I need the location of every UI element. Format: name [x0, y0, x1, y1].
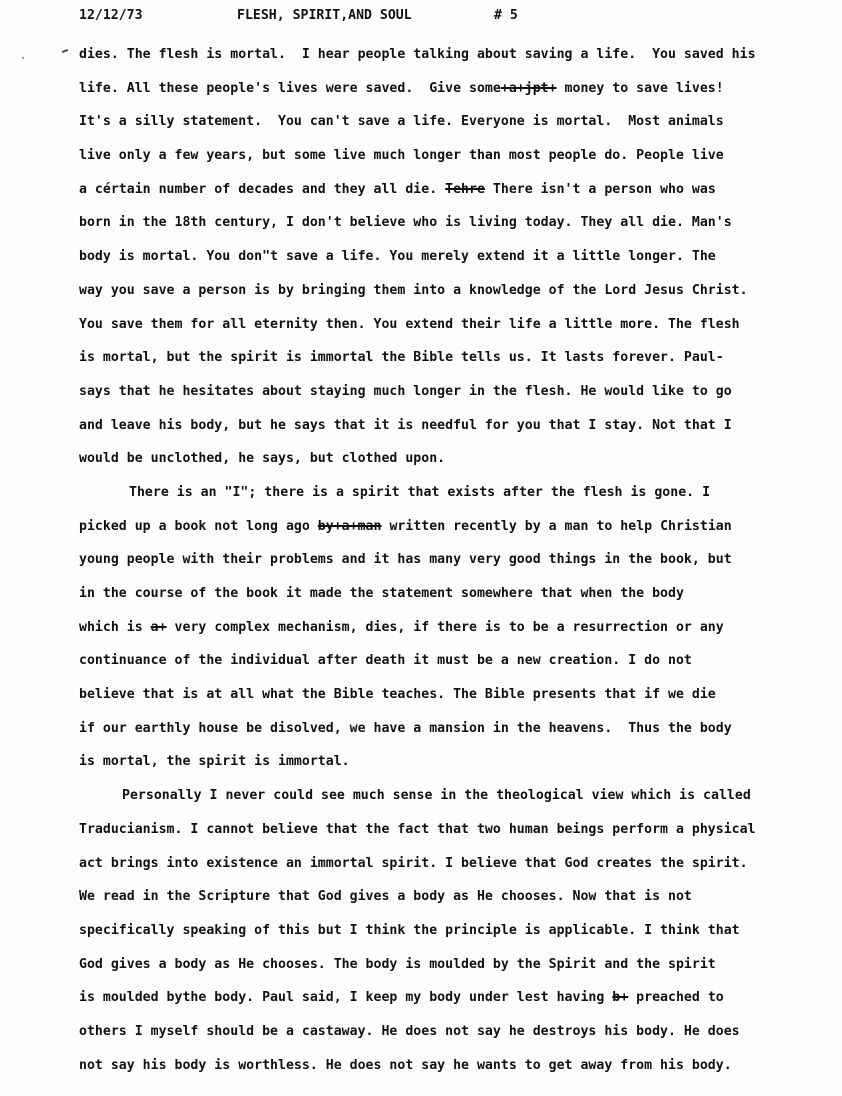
text-line [79, 1015, 809, 1049]
text-line [79, 644, 809, 678]
text-line [79, 341, 809, 375]
text-segment: says that he hesitates about staying much longer in the flesh. He would like to go [79, 383, 732, 399]
text-segment: You save them for all eternity then. You extend their life a little more. The flesh [79, 316, 740, 332]
text-line [79, 173, 809, 207]
text-segment: born in the 18th century, I don't believe who is living today. They all die. Man's [79, 215, 732, 231]
text-line [79, 240, 809, 274]
text-segment: preached to [628, 990, 724, 1006]
struck-text: by+a+man [317, 518, 382, 534]
text-segment: would be unclothed, he says, but clothed upon. [79, 451, 446, 467]
text-segment: Traducianism. I cannot believe that the fact that two human beings perform a physical [79, 821, 756, 837]
text-segment: specifically speaking of this but I think the principle is applicable. I think that [79, 922, 740, 938]
struck-text: Tehre [445, 181, 485, 197]
text-line [79, 206, 809, 240]
header-date: 12/12/73 [79, 8, 143, 23]
text-line [79, 308, 809, 342]
text-line [79, 745, 809, 779]
text-segment: written recently by a man to help Christian [381, 518, 732, 534]
text-segment: life. All these people's lives were saved. Give some [79, 80, 501, 96]
stray-dot-mark [22, 57, 24, 59]
text-segment: Personally I never could see much sense in the theological view which is called [122, 788, 751, 804]
text-segment: a cértain number of decades and they all die. [79, 181, 446, 197]
stray-pen-mark [62, 49, 68, 53]
text-line [79, 442, 809, 476]
text-line [79, 981, 809, 1015]
text-line [79, 813, 809, 847]
struck-text: +a+jpt+ [500, 80, 557, 96]
struck-text: b+ [612, 990, 629, 1006]
text-segment: There isn't a person who was [484, 181, 716, 197]
text-segment: is mortal, but the spirit is immortal the Bible tells us. It lasts forever. Paul- [79, 350, 724, 366]
paragraph [79, 38, 809, 476]
text-segment: way you save a person is by bringing them into a knowledge of the Lord Jesus Christ. [79, 282, 748, 298]
text-line [79, 880, 809, 914]
text-segment: It's a silly statement. You can't save a life. Everyone is mortal. Most animals [79, 114, 724, 130]
text-line [79, 543, 809, 577]
text-segment: live only a few years, but some live much longer than most people do. People live [79, 148, 724, 164]
text-line [79, 1049, 809, 1083]
text-segment: We read in the Scripture that God gives a body as He chooses. Now that is not [79, 889, 692, 905]
text-segment: which is [79, 619, 151, 635]
text-segment: continuance of the individual after death it must be a new creation. I do not [79, 653, 692, 669]
text-line [79, 678, 809, 712]
header-page-number: # 5 [494, 8, 518, 23]
text-segment: dies. The flesh is mortal. I hear people talking about saving a life. You saved his [79, 47, 756, 62]
text-line [79, 779, 809, 813]
text-segment: believe that is at all what the Bible teaches. The Bible presents that if we die [79, 687, 716, 703]
text-line [79, 712, 809, 746]
text-line [79, 375, 809, 409]
document-body [79, 38, 809, 1082]
text-segment: young people with their problems and it has many very good things in the book, but [79, 552, 732, 568]
text-segment: body is mortal. You don"t save a life. You merely extend it a little longer. The [79, 249, 716, 265]
struck-text: a+ [150, 619, 167, 635]
text-line [79, 510, 809, 544]
page-header [79, 8, 779, 28]
text-segment: not say his body is worthless. He does not say he wants to get away from his body. [79, 1057, 732, 1073]
text-segment: in the course of the book it made the statement somewhere that when the body [79, 586, 684, 601]
text-line [79, 409, 809, 443]
text-segment: if our earthly house be disolved, we have a mansion in the heavens. Thus the body [79, 720, 732, 736]
text-segment: money to save lives! [556, 80, 724, 96]
text-segment: and leave his body, but he says that it is needful for you that I stay. Not that I [79, 417, 732, 433]
text-segment: is mortal, the spirit is immortal. [79, 754, 350, 770]
paragraph [79, 779, 809, 1082]
text-line [79, 948, 809, 982]
text-line [79, 847, 809, 881]
header-title: FLESH, SPIRIT,AND SOUL [237, 8, 412, 23]
text-line [79, 274, 809, 308]
text-segment: is moulded bythe body. Paul said, I keep my body under lest having [79, 990, 613, 1006]
text-line [79, 38, 809, 72]
text-line [79, 914, 809, 948]
text-segment: There is an "I"; there is a spirit that exists after the flesh is gone. I [129, 484, 711, 500]
text-segment: picked up a book not long ago [79, 518, 318, 534]
text-line [79, 611, 809, 645]
text-segment: God gives a body as He chooses. The body is moulded by the Spirit and the spirit [79, 956, 716, 972]
text-line [79, 72, 809, 106]
text-segment: very complex mechanism, dies, if there is to be a resurrection or any [166, 619, 724, 635]
text-line [79, 476, 809, 510]
text-segment: others I myself should be a castaway. He does not say he destroys his body. He does [79, 1023, 740, 1039]
text-line [79, 105, 809, 139]
text-line [79, 577, 809, 611]
text-segment: act brings into existence an immortal spirit. I believe that God creates the spirit. [79, 855, 748, 871]
paragraph [79, 476, 809, 779]
text-line [79, 139, 809, 173]
